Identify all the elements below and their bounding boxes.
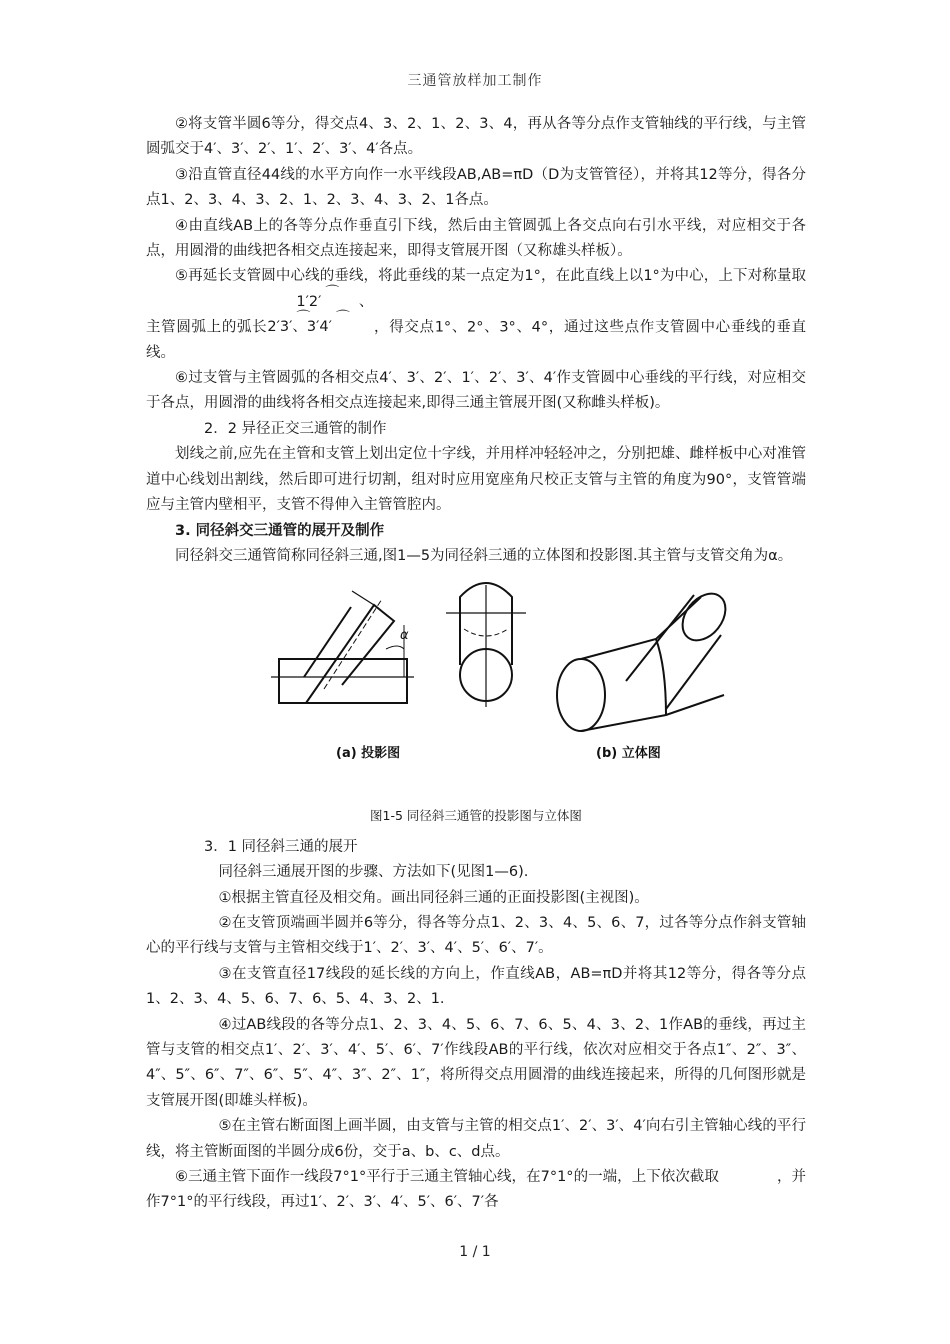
alpha-label: α	[400, 628, 409, 644]
document-body	[146, 112, 806, 1216]
arc-lengths: ⌒ 1′2′、⌒ 2′3′、⌒ 3′4′	[267, 290, 373, 341]
paragraph-text: ⑤再延长支管圆中心线的垂线，将此垂线的某一点定为1°，在此直线上以1°为中心，上下对称量取主管圆弧上的弧长	[146, 268, 806, 336]
section-heading: 3. 同径斜交三通管的展开及制作	[175, 522, 385, 539]
paragraph: ④过AB线段的各等分点1、2、3、4、5、6、7、6、5、4、3、2、1作AB的垂线，再过主管与支管的相交点1′、2′、3′、4′、5′、6′、7′作线段AB的平行线，依次对应相交于各点1″、2″、3″、4″、5″、6″、7″、6″、5″、4″、3″、2″、1″，将所得交点用圆滑的曲线连接起来，所得的几何图形就是支管展开图(即雄头样板)。	[146, 1016, 806, 1109]
arc-3: ⌒ 3′4′	[307, 319, 332, 335]
figure-1-5	[146, 577, 806, 797]
paragraph: ③沿直管直径44线的水平方向作一水平线段AB,AB=πD（D为支管管径），并将其12等分，得各分点1、2、3、4、3、2、1、2、3、4、3、2、1各点。	[146, 166, 806, 209]
figure-caption: 图1-5 同径斜三通管的投影图与立体图	[370, 808, 582, 824]
paragraph: ⑤在主管右断面图上画半圆，由支管与主管的相交点1′、2′、3′、4′向右引主管轴心线的平行线，将主管断面图的半圆分成6份，交于a、b、c、d点。	[146, 1118, 806, 1160]
paragraph: 同径斜三通展开图的步骤、方法如下(见图1—6).	[218, 864, 529, 881]
section-heading: 2．2 异径正交三通管的制作	[204, 420, 387, 437]
paragraph	[146, 264, 806, 366]
paragraph: ①根据主管直径及相交角。画出同径斜三通的正面投影图(主视图)。	[218, 889, 649, 906]
label-3d: (b) 立体图	[596, 746, 661, 762]
paragraph-text: ，得交点1°、2°、3°、4°，通过这些点作支管圆中心垂线的垂直线。	[146, 319, 806, 361]
paragraph: ②将支管半圆6等分，得交点4、3、2、1、2、3、4，再从各等分点作支管轴线的平行线，与主管圆弧交于4′、3′、2′、1′、2′、3′、4′各点。	[146, 116, 806, 158]
paragraph: ⑥过支管与主管圆弧的各相交点4′、3′、2′、1′、2′、3′、4′作支管圆中心垂线的平行线，对应相交于各点，用圆滑的曲线将各相交点连接起来,即得三通主管展开图(又称雌头样板)。	[146, 370, 806, 412]
paragraph: ⑥三通主管下面作一线段7°1°平行于三通主管轴心线，在7°1°的一端，上下依次截取 ，并作7°1°的平行线段，再过1′、2′、3′、4′、5′、6′、7′各	[146, 1169, 806, 1211]
figure-drawing	[146, 577, 806, 797]
section-heading: 3．1 同径斜三通的展开	[204, 838, 358, 855]
page-number: 1 / 1	[459, 1244, 491, 1260]
paragraph: ④由直线AB上的各等分点作垂直引下线，然后由主管圆弧上各交点向右引水平线，对应相交于各点，用圆滑的曲线把各相交点连接起来，即得支管展开图（又称雄头样板）。	[146, 217, 806, 260]
label-projection: (a) 投影图	[336, 746, 401, 762]
paragraph: 划线之前,应先在主管和支管上划出定位十字线，并用样冲轻轻冲之，分别把雄、雌样板中心对准管道中心线划出割线，然后即可进行切割，组对时应用宽座角尺校正支管与主管的角度为90°，支管管端应与主管内壁相平，支管不得伸入主管管腔内。	[146, 446, 806, 514]
arc-2: ⌒ 2′3′	[267, 319, 292, 335]
arc-1: ⌒ 1′2′	[296, 294, 321, 310]
paragraph: ②在支管顶端画半圆并6等分，得各等分点1、2、3、4、5、6、7，过各等分点作斜支管轴心的平行线与支管与主管相交线于1′、2′、3′、4′、5′、6′、7′。	[146, 914, 806, 957]
paragraph: 同径斜交三通管简称同径斜三通,图1—5为同径斜三通的立体图和投影图.其主管与支管交角为α。	[175, 547, 793, 564]
paragraph: ③在支管直径17线段的延长线的方向上，作直线AB，AB=πD并将其12等分，得各等分点1、2、3、4、5、6、7、6、5、4、3、2、1.	[146, 965, 806, 1008]
page-header: 三通管放样加工制作	[407, 73, 543, 89]
